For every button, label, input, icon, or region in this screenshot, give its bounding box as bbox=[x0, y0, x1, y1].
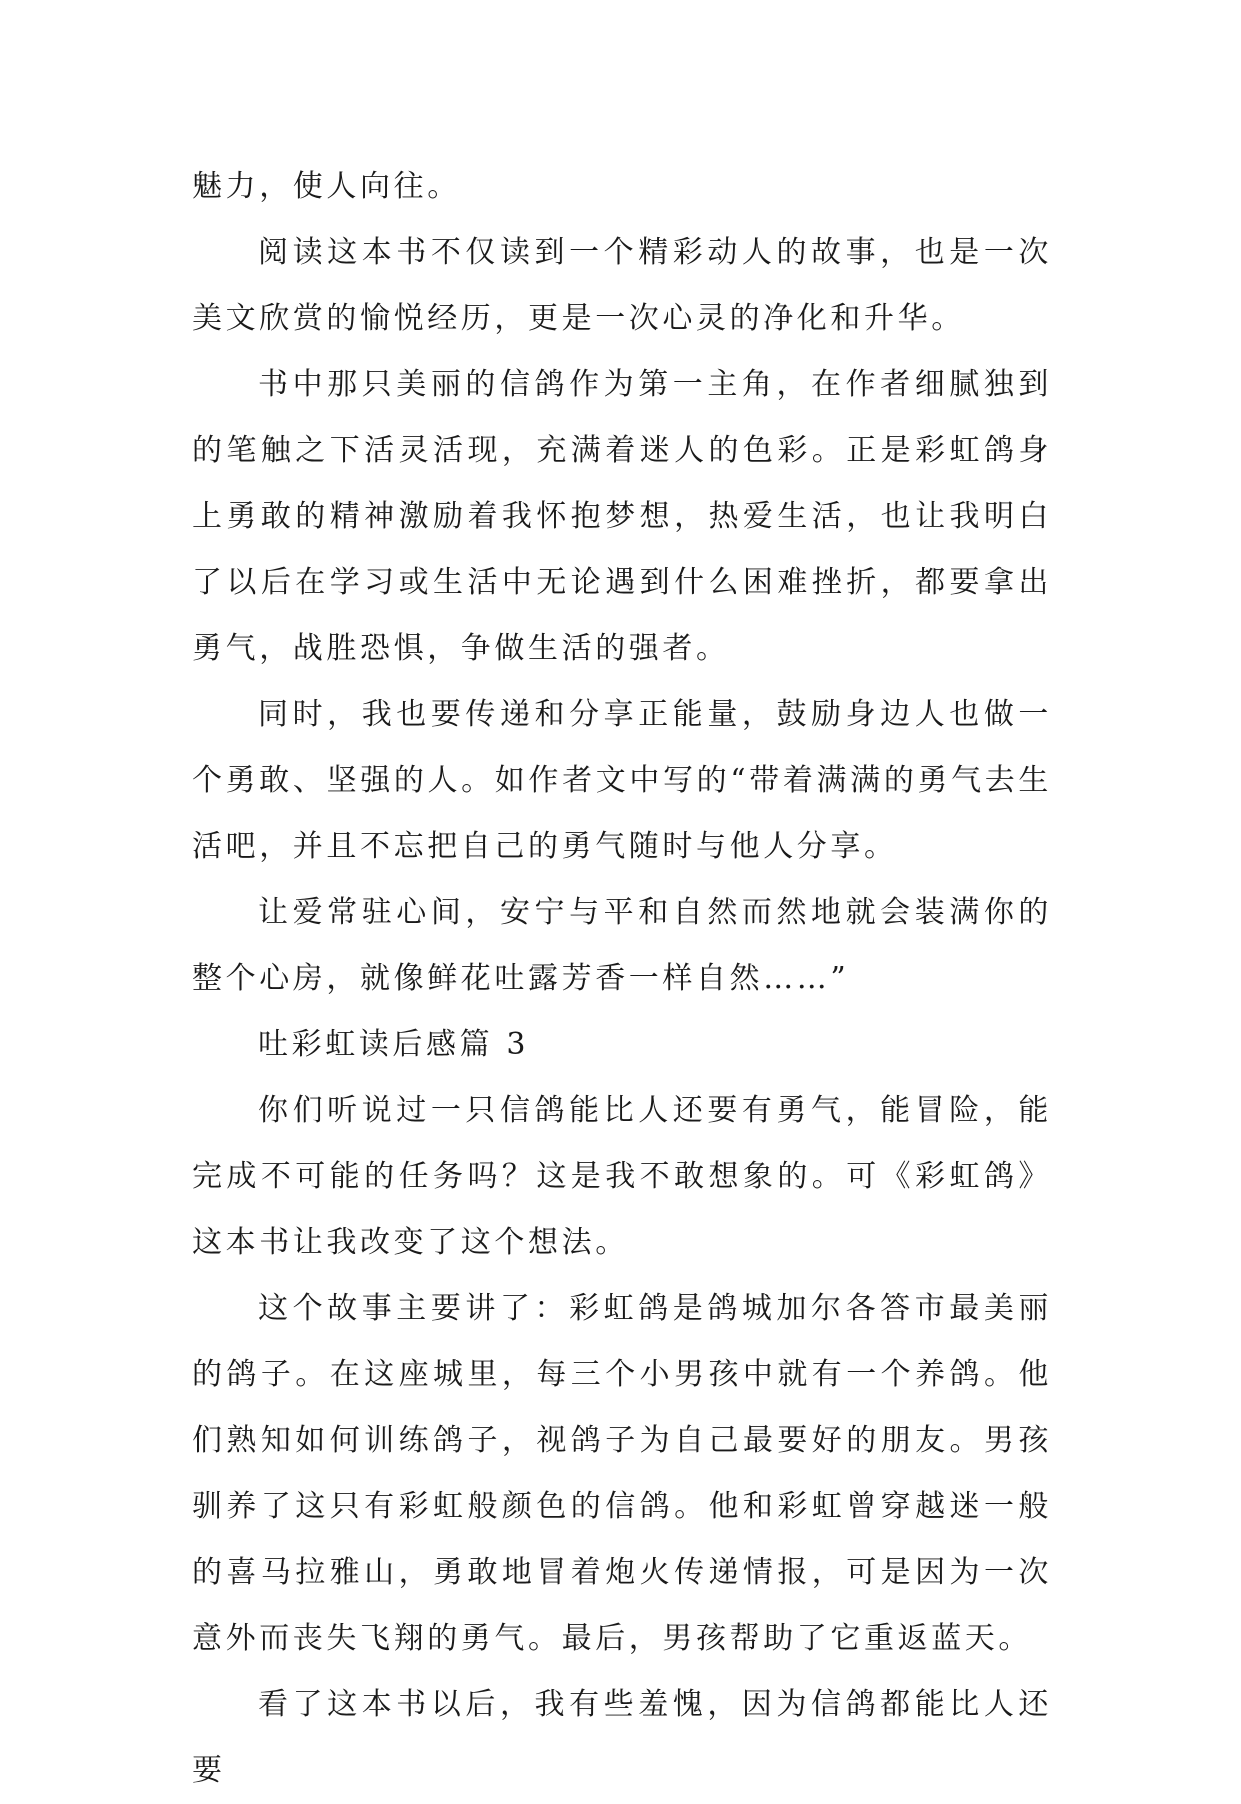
paragraph: 让爱常驻心间，安宁与平和自然而然地就会装满你的整个心房，就像鲜花吐露芳香一样自然……” bbox=[192, 895, 1052, 996]
paragraph: 同时，我也要传递和分享正能量，鼓励身边人也做一个勇敢、坚强的人。如作者文中写的“带着满满的勇气去生活吧，并且不忘把自己的勇气随时与他人分享。 bbox=[192, 697, 1052, 864]
paragraph: 阅读这本书不仅读到一个精彩动人的故事，也是一次美文欣赏的愉悦经历，更是一次心灵的净化和升华。 bbox=[192, 235, 1052, 336]
paragraph: 看了这本书以后，我有些羞愧，因为信鸽都能比人还要 bbox=[192, 1687, 1052, 1788]
paragraph: 这个故事主要讲了：彩虹鸽是鸽城加尔各答市最美丽的鸽子。在这座城里，每三个小男孩中就有一个养鸽。他们熟知如何训练鸽子，视鸽子为自己最要好的朋友。男孩驯养了这只有彩虹般颜色的信鸽。他和彩虹曾穿越迷一般的喜马拉雅山，勇敢地冒着炮火传递情报，可是因为一次意外而丧失飞翔的勇气。最后，男孩帮助了它重返蓝天。 bbox=[192, 1291, 1052, 1656]
section-heading: 吐彩虹读后感篇 3 bbox=[258, 1027, 530, 1062]
document-body bbox=[192, 154, 1052, 1804]
paragraph: 魅力，使人向往。 bbox=[192, 169, 461, 204]
paragraph: 你们听说过一只信鸽能比人还要有勇气，能冒险，能完成不可能的任务吗？这是我不敢想象的。可《彩虹鸽》这本书让我改变了这个想法。 bbox=[192, 1093, 1052, 1260]
paragraph: 书中那只美丽的信鸽作为第一主角，在作者细腻独到的笔触之下活灵活现，充满着迷人的色彩。正是彩虹鸽身上勇敢的精神激励着我怀抱梦想，热爱生活，也让我明白了以后在学习或生活中无论遇到什么困难挫折，都要拿出勇气，战胜恐惧，争做生活的强者。 bbox=[192, 367, 1052, 666]
